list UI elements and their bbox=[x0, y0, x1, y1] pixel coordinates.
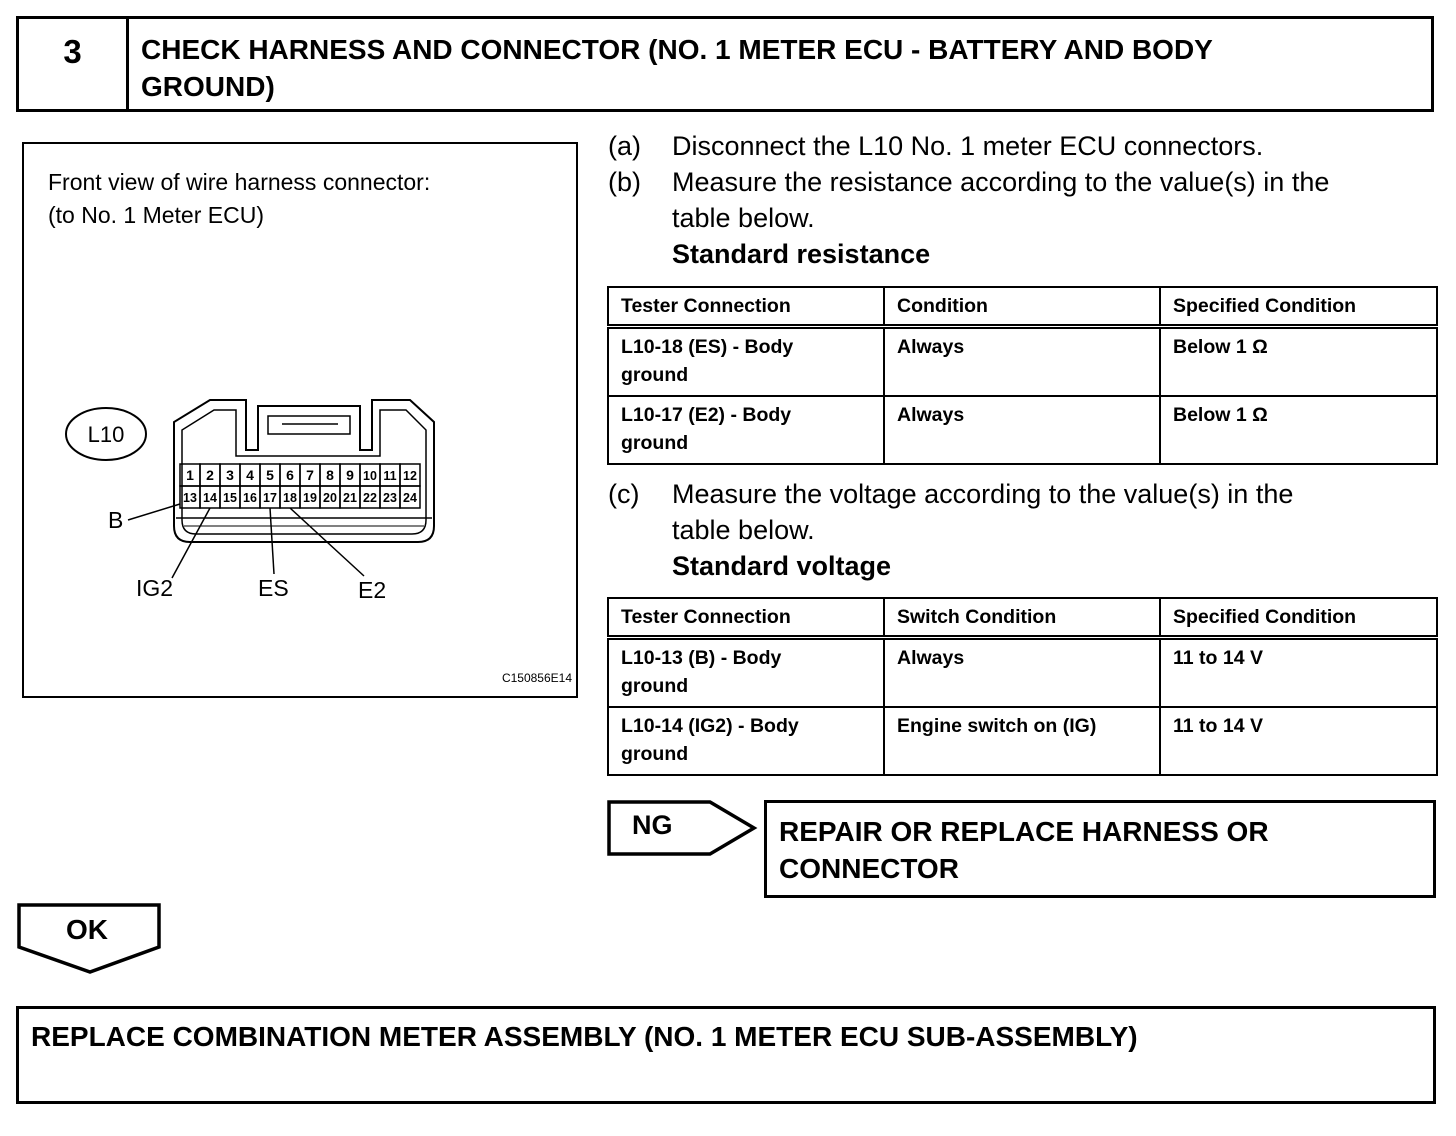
tester-connection-line2: ground bbox=[621, 743, 689, 765]
specified-condition-cell: 11 to 14 V bbox=[1160, 638, 1437, 708]
pin-number: 12 bbox=[403, 469, 417, 483]
column-header: Tester Connection bbox=[608, 287, 884, 327]
pin-number: 8 bbox=[326, 467, 334, 483]
figure-caption-line1: Front view of wire harness connector: bbox=[48, 169, 431, 195]
step-number: 3 bbox=[19, 19, 129, 109]
specified-condition-cell: Below 1 Ω bbox=[1160, 327, 1437, 397]
connector-id-label: L10 bbox=[87, 422, 125, 447]
ng-label: NG bbox=[632, 810, 673, 840]
connector-diagram bbox=[24, 144, 576, 696]
resistance-table bbox=[607, 286, 1438, 465]
tester-connection-line1: L10-17 (E2) - Body bbox=[621, 404, 792, 426]
table-header-row bbox=[608, 598, 1437, 638]
pin-number: 3 bbox=[226, 467, 234, 483]
tester-connection-line1: L10-14 (IG2) - Body bbox=[621, 715, 799, 737]
step-title-line1: CHECK HARNESS AND CONNECTOR (NO. 1 METER ECU - BATTERY AND BODY bbox=[141, 34, 1213, 65]
terminal-label-b: B bbox=[108, 507, 124, 533]
terminal-label-e2: E2 bbox=[358, 577, 387, 603]
column-header: Switch Condition bbox=[884, 598, 1160, 638]
column-header: Tester Connection bbox=[608, 598, 884, 638]
pin-number: 1 bbox=[186, 467, 194, 483]
pin-number: 24 bbox=[403, 491, 417, 505]
tester-connection-cell bbox=[608, 707, 884, 775]
connector-top-lock bbox=[268, 416, 350, 434]
instruction-c-label: (c) bbox=[608, 479, 640, 509]
pin-number: 6 bbox=[286, 467, 294, 483]
switch-condition-cell: Engine switch on (IG) bbox=[884, 707, 1160, 775]
table-row bbox=[608, 638, 1437, 708]
pin-number: 10 bbox=[363, 469, 377, 483]
pin-grid bbox=[180, 464, 420, 508]
condition-cell: Always bbox=[884, 396, 1160, 464]
ng-arrow-shape bbox=[606, 798, 758, 860]
standard-resistance-label: Standard resistance bbox=[672, 239, 931, 269]
tester-connection-line2: ground bbox=[621, 675, 689, 697]
tester-connection-line2: ground bbox=[621, 432, 689, 454]
tester-connection-cell bbox=[608, 396, 884, 464]
connector-figure bbox=[22, 142, 578, 698]
instruction-b-label: (b) bbox=[608, 167, 641, 197]
pin-number: 13 bbox=[183, 491, 197, 505]
ng-result-line2: CONNECTOR bbox=[779, 853, 959, 884]
pin-number: 16 bbox=[243, 491, 257, 505]
leader-line-b bbox=[128, 504, 180, 520]
instruction-a-text: Disconnect the L10 No. 1 meter ECU connectors. bbox=[672, 131, 1264, 161]
figure-code: C150856E14 bbox=[501, 671, 572, 685]
tester-connection-cell bbox=[608, 638, 884, 708]
table-header-row bbox=[608, 287, 1437, 327]
pin-number: 5 bbox=[266, 467, 274, 483]
specified-condition-cell: 11 to 14 V bbox=[1160, 707, 1437, 775]
step-header bbox=[16, 16, 1434, 112]
instruction-c-text-line1: Measure the voltage according to the value(s) in the bbox=[672, 479, 1294, 509]
pin-number: 11 bbox=[383, 469, 397, 483]
terminal-label-ig2: IG2 bbox=[136, 575, 174, 601]
tester-connection-line1: L10-13 (B) - Body bbox=[621, 647, 782, 669]
final-action-text: REPLACE COMBINATION METER ASSEMBLY (NO. 1 METER ECU SUB-ASSEMBLY) bbox=[31, 1021, 1138, 1052]
instruction-b-text-line1: Measure the resistance according to the value(s) in the bbox=[672, 167, 1330, 197]
tester-connection-line1: L10-18 (ES) - Body bbox=[621, 336, 794, 358]
specified-condition-cell: Below 1 Ω bbox=[1160, 396, 1437, 464]
pin-number: 18 bbox=[283, 491, 297, 505]
step-title bbox=[141, 31, 1401, 105]
table-row bbox=[608, 396, 1437, 464]
pin-number: 4 bbox=[246, 467, 254, 483]
instruction-a-label: (a) bbox=[608, 131, 641, 161]
pin-number: 21 bbox=[343, 491, 357, 505]
pin-number: 15 bbox=[223, 491, 237, 505]
pin-number: 14 bbox=[203, 491, 217, 505]
tester-connection-line2: ground bbox=[621, 364, 689, 386]
column-header: Specified Condition bbox=[1160, 598, 1437, 638]
step-title-line2: GROUND) bbox=[141, 71, 275, 102]
terminal-label-es: ES bbox=[258, 575, 289, 601]
voltage-table bbox=[607, 597, 1438, 776]
table-row bbox=[608, 707, 1437, 775]
final-action-box bbox=[16, 1006, 1436, 1104]
pin-number: 19 bbox=[303, 491, 317, 505]
pin-number: 9 bbox=[346, 467, 354, 483]
pin-number: 17 bbox=[263, 491, 277, 505]
ok-label: OK bbox=[66, 914, 108, 945]
column-header: Specified Condition bbox=[1160, 287, 1437, 327]
instruction-c-text-line2: table below. bbox=[672, 515, 815, 545]
pin-number: 20 bbox=[323, 491, 337, 505]
pin-number: 23 bbox=[383, 491, 397, 505]
ng-result-box bbox=[764, 800, 1436, 898]
ng-result-line1: REPAIR OR REPLACE HARNESS OR bbox=[779, 816, 1269, 847]
table-row bbox=[608, 327, 1437, 397]
column-header: Condition bbox=[884, 287, 1160, 327]
ng-result-text bbox=[779, 813, 1269, 887]
switch-condition-cell: Always bbox=[884, 638, 1160, 708]
pin-number: 7 bbox=[306, 467, 314, 483]
standard-voltage-label: Standard voltage bbox=[672, 551, 892, 581]
pin-number: 2 bbox=[206, 467, 214, 483]
instruction-b-text-line2: table below. bbox=[672, 203, 815, 233]
pin-number: 22 bbox=[363, 491, 377, 505]
tester-connection-cell bbox=[608, 327, 884, 397]
condition-cell: Always bbox=[884, 327, 1160, 397]
figure-caption-line2: (to No. 1 Meter ECU) bbox=[48, 202, 264, 228]
